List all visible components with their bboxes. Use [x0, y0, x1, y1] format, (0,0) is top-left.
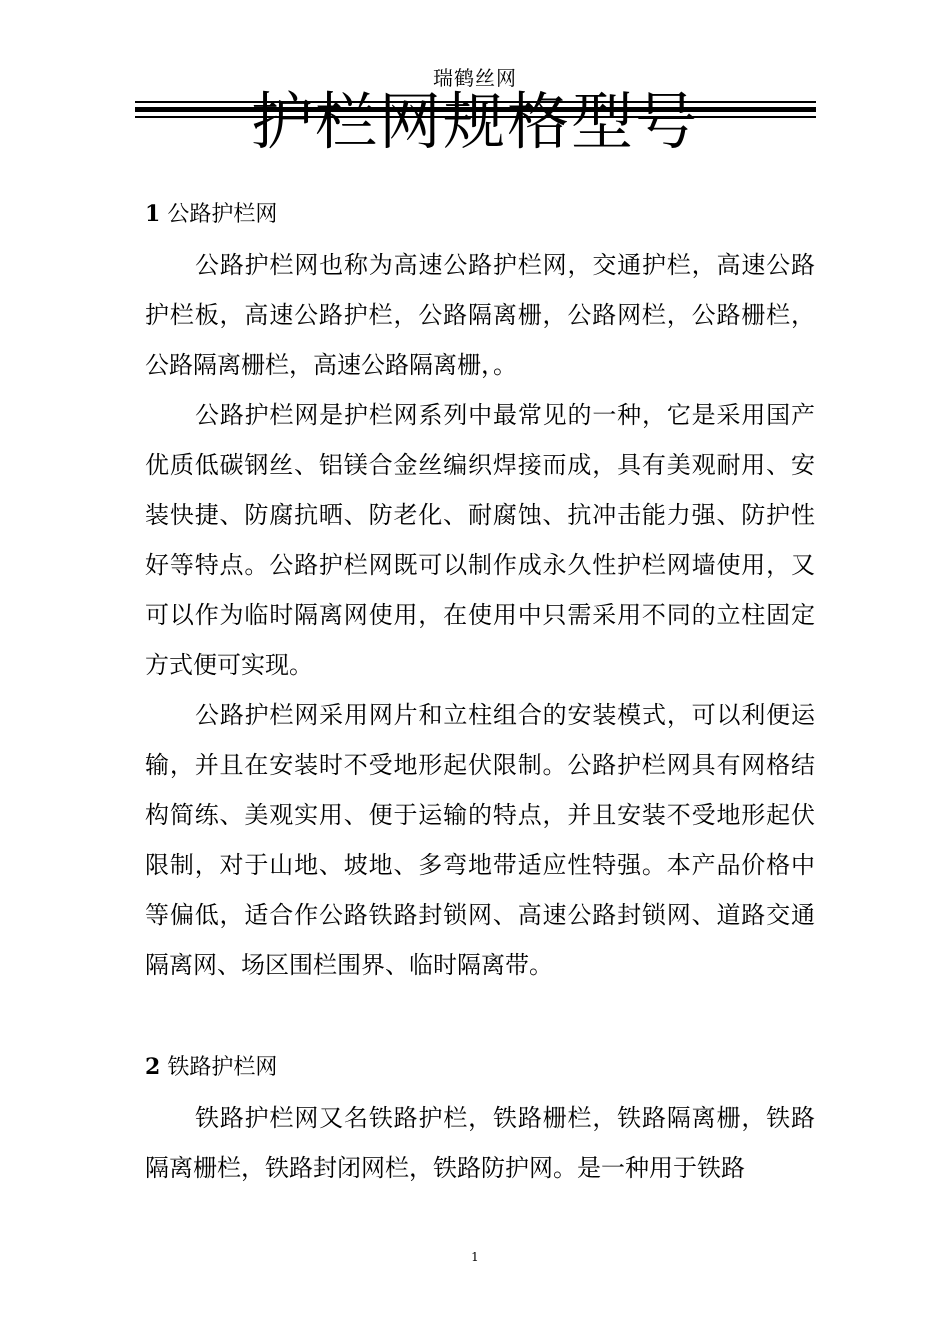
header-company-name: 瑞鹤丝网: [433, 66, 517, 90]
section-gap: [145, 990, 815, 1042]
section-title: 铁路护栏网: [167, 1055, 278, 1080]
section-heading: [145, 1042, 815, 1093]
section-heading: [145, 189, 815, 240]
paragraph: 公路护栏网也称为高速公路护栏网，交通护栏，高速公路护栏板，高速公路护栏，公路隔离栅，公路网栏，公路栅栏，公路隔离栅栏，高速公路隔离栅，。: [145, 251, 815, 379]
document-title: 护栏网规格型号: [250, 85, 699, 158]
document-body: [145, 189, 815, 1193]
paragraph: 公路护栏网是护栏网系列中最常见的一种，它是采用国产优质低碳钢丝、铝镁合金丝编织焊接而成，具有美观耐用、安装快捷、防腐抗晒、防老化、耐腐蚀、抗冲击能力强、防护性好等特点。公路护栏网既可以制作成永久性护栏网墙使用，又可以作为临时隔离网使用，在使用中只需采用不同的立柱固定方式便可实现。: [145, 401, 815, 679]
section-number: 1: [145, 201, 161, 227]
page-number: 1: [471, 1250, 479, 1264]
section-number: 2: [145, 1054, 161, 1080]
paragraph: 铁路护栏网又名铁路护栏，铁路栅栏，铁路隔离栅，铁路隔离栅栏，铁路封闭网栏，铁路防护网。是一种用于铁路: [145, 1104, 815, 1182]
paragraph: 公路护栏网采用网片和立柱组合的安装模式，可以利便运输，并且在安装时不受地形起伏限制。公路护栏网具有网格结构简练、美观实用、便于运输的特点，并且安装不受地形起伏限制，对于山地、坡地、多弯地带适应性特强。本产品价格中等偏低，适合作公路铁路封锁网、高速公路封锁网、道路交通隔离网、场区围栏围界、临时隔离带。: [145, 701, 815, 979]
section-title: 公路护栏网: [167, 202, 278, 227]
